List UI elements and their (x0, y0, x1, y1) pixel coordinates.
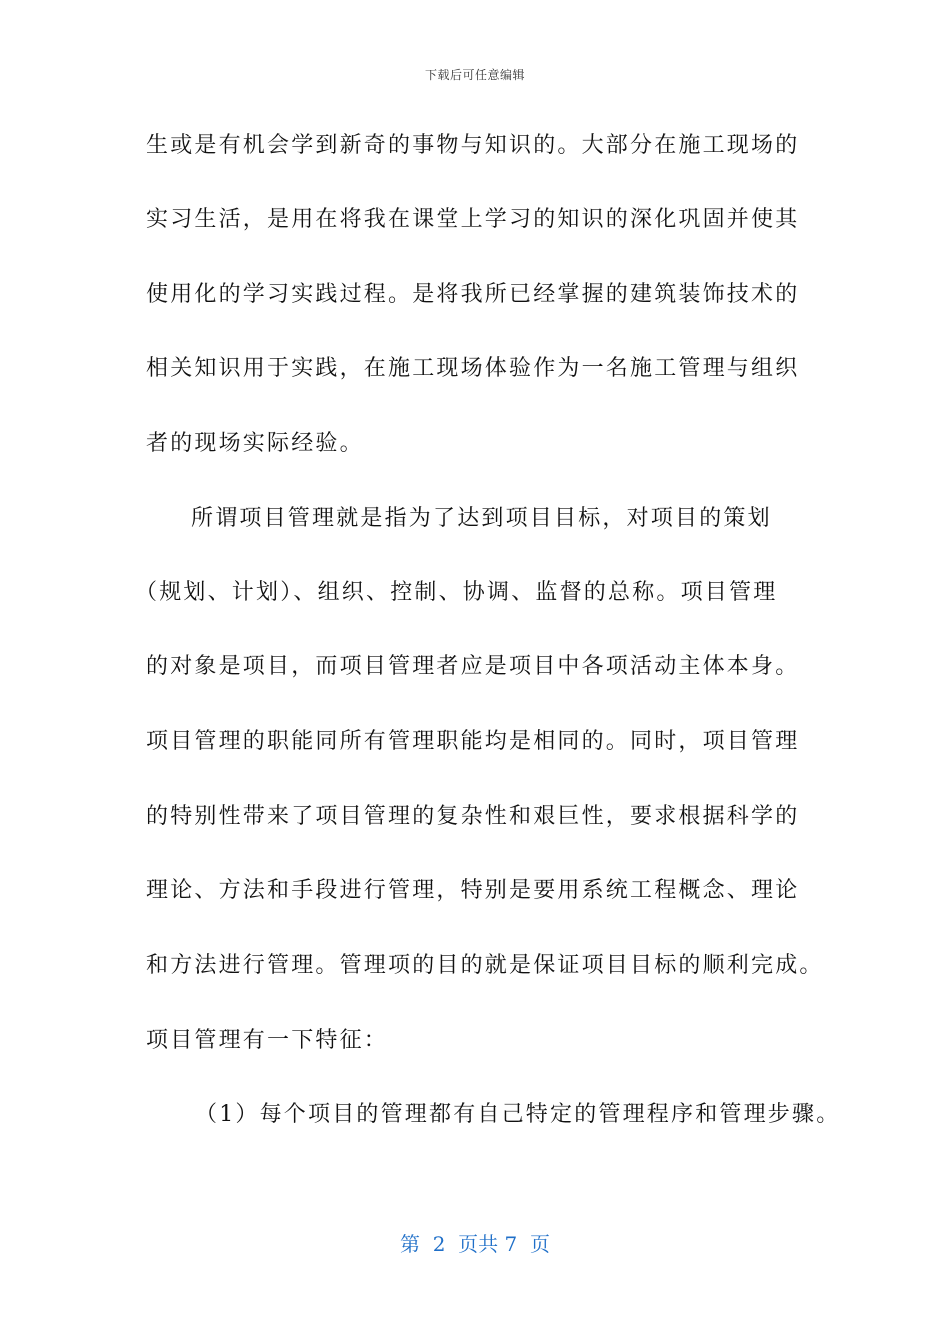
text-line: 者的现场实际经验。 (146, 431, 364, 456)
text-line: 的对象是项目，而项目管理者应是项目中各项活动主体本身。 (146, 654, 800, 679)
text-line: 项目管理有一下特征： (146, 1028, 389, 1053)
text-line: （规划、计划）、组织、控制、协调、监督的总称。项目管理 (135, 580, 778, 605)
text-line: 生或是有机会学到新奇的事物与知识的。大部分在施工现场的 (146, 133, 800, 158)
text-line: 的特别性带来了项目管理的复杂性和艰巨性，要求根据科学的 (146, 804, 800, 829)
text-line: 相关知识用于实践，在施工现场体验作为一名施工管理与组织 (146, 356, 800, 381)
text-line: 所谓项目管理就是指为了达到项目目标，对项目的策划 (191, 506, 772, 531)
text-line: 使用化的学习实践过程。是将我所已经掌握的建筑装饰技术的 (146, 282, 800, 307)
text-line: 理论、方法和手段进行管理，特别是要用系统工程概念、理论 (146, 878, 800, 903)
text-line: 和方法进行管理。管理项的目的就是保证项目目标的顺利完成。 (146, 953, 824, 978)
text-line: （1）每个项目的管理都有自己特定的管理程序和管理步骤。 (195, 1102, 841, 1127)
page-number: 第 2 页共 7 页 (400, 1232, 550, 1256)
text-line: 实习生活，是用在将我在课堂上学习的知识的深化巩固并使其 (146, 207, 800, 232)
text-line: 项目管理的职能同所有管理职能均是相同的。同时，项目管理 (146, 729, 800, 754)
page-header: 下载后可任意编辑 (424, 68, 525, 82)
